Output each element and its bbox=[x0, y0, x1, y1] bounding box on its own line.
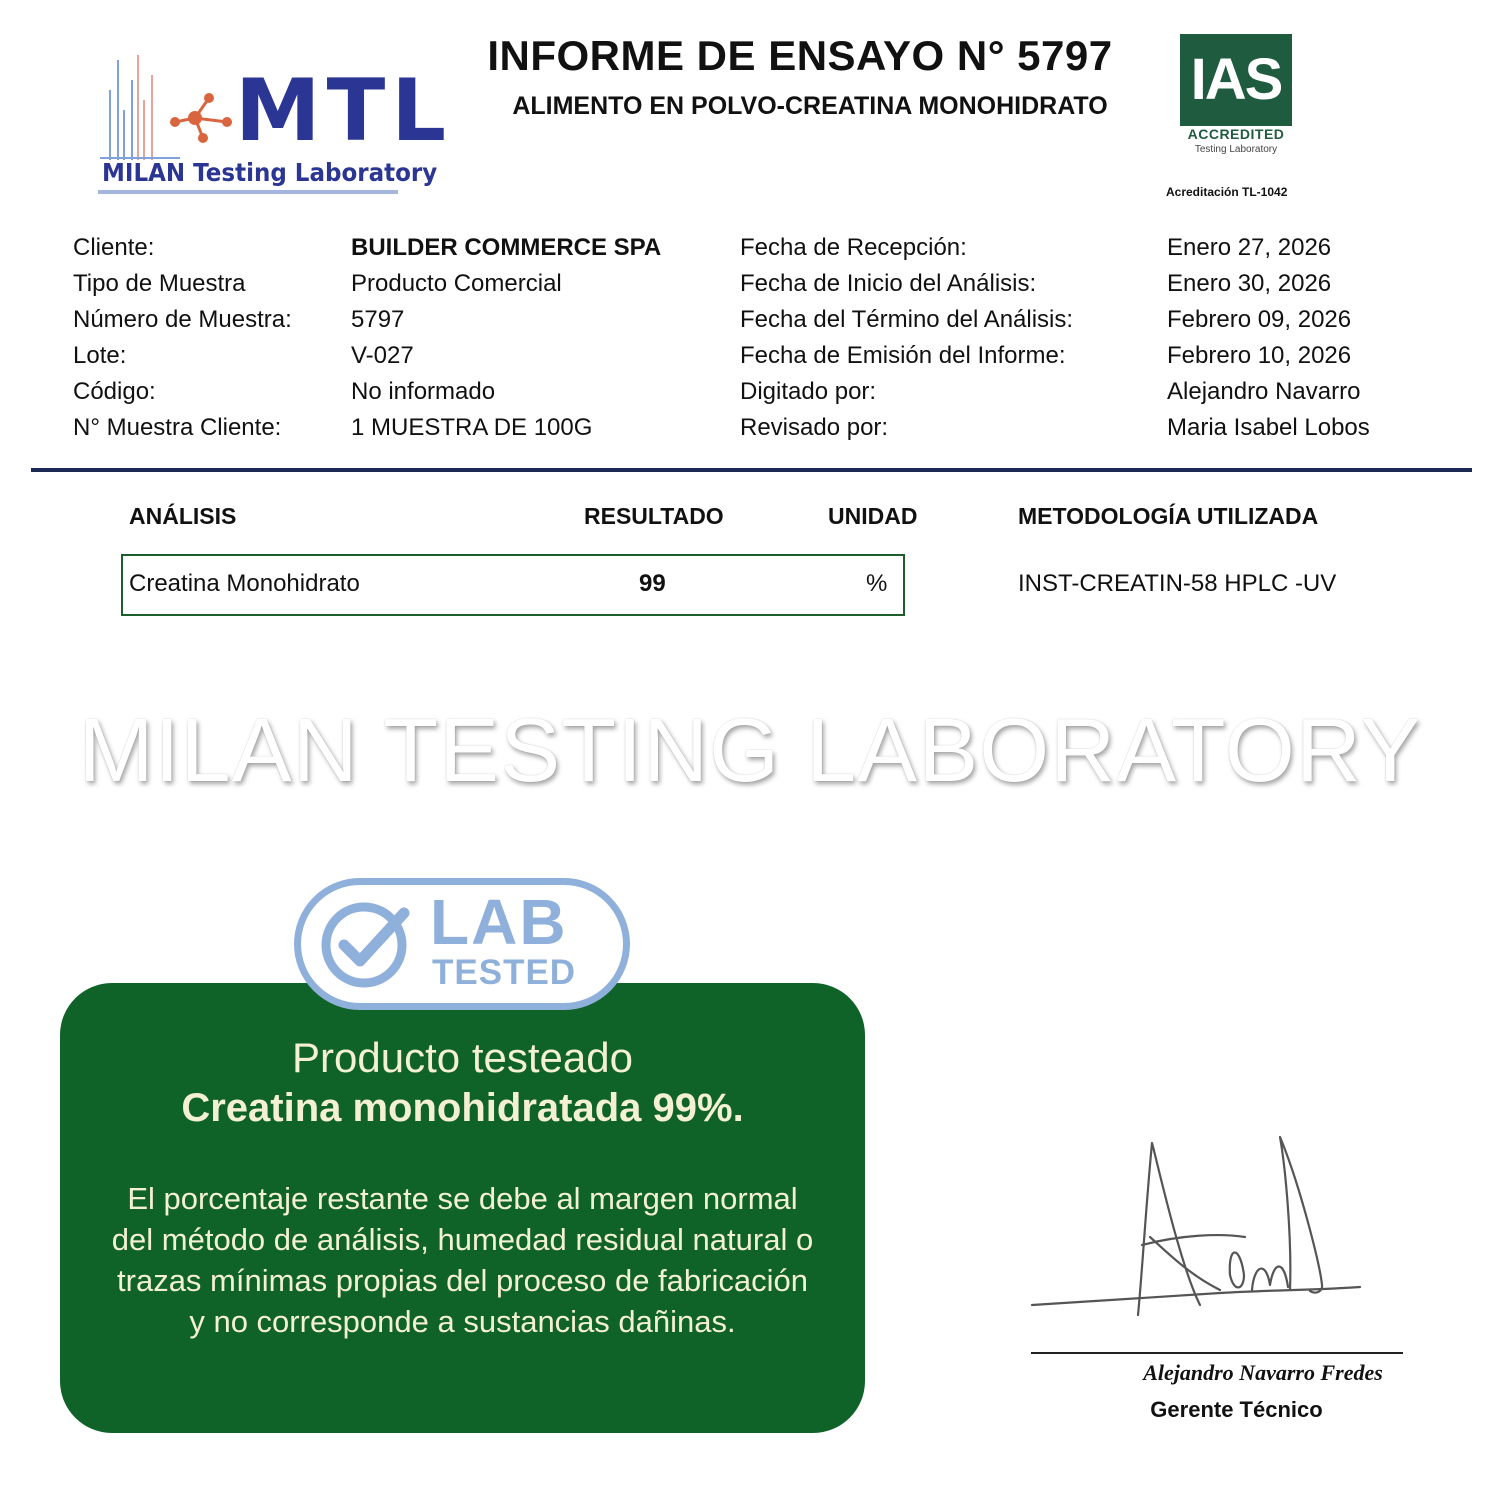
section-divider bbox=[31, 468, 1472, 472]
table-header-result: RESULTADO bbox=[584, 503, 724, 529]
info-value: Alejandro Navarro bbox=[1167, 378, 1361, 405]
info-value: Febrero 09, 2026 bbox=[1167, 306, 1352, 333]
info-left-labels bbox=[73, 230, 292, 446]
ias-testing-label: Testing Laboratory bbox=[1194, 144, 1278, 155]
info-label: Código: bbox=[73, 378, 156, 405]
info-right-values bbox=[1167, 230, 1370, 446]
info-value: No informado bbox=[351, 378, 496, 405]
info-label: N° Muestra Cliente: bbox=[73, 414, 282, 441]
ias-accredited-label: ACCREDITED bbox=[1187, 126, 1285, 142]
check-circle-icon bbox=[318, 895, 414, 991]
analysis-method: INST-CREATIN-58 HPLC -UV bbox=[1018, 570, 1337, 597]
badge-tested-text: TESTED bbox=[432, 953, 577, 992]
report-title: INFORME DE ENSAYO N° 5797 bbox=[487, 32, 1113, 79]
info-value: 1 MUESTRA DE 100G bbox=[351, 414, 593, 441]
ias-logo: IAS bbox=[1180, 34, 1292, 126]
handwritten-signature bbox=[1030, 1125, 1420, 1335]
info-label: Revisado por: bbox=[740, 414, 889, 441]
info-label: Fecha de Emisión del Informe: bbox=[740, 342, 1066, 369]
info-value: V-027 bbox=[351, 342, 414, 369]
info-value: Enero 30, 2026 bbox=[1167, 270, 1332, 297]
table-header-analysis: ANÁLISIS bbox=[129, 503, 237, 529]
info-value: 5797 bbox=[351, 306, 405, 333]
badge-lab-text: LAB bbox=[430, 886, 568, 958]
info-label: Lote: bbox=[73, 342, 127, 369]
info-label: Número de Muestra: bbox=[73, 306, 292, 333]
signature-line bbox=[1031, 1352, 1403, 1354]
table-header-unit: UNIDAD bbox=[828, 503, 918, 529]
info-value: Producto Comercial bbox=[351, 270, 562, 297]
card-highlight: Creatina monohidratada 99%. bbox=[181, 1086, 744, 1130]
card-body-text: El porcentaje restante se debe al margen normal del método de análisis, humedad residual natural o trazas mínimas propias del proceso de fabricación y no corresponde a sustancias dañinas. bbox=[111, 1181, 814, 1339]
table-header-method: METODOLOGÍA UTILIZADA bbox=[1018, 503, 1319, 529]
card-heading: Producto testeado bbox=[292, 1034, 633, 1081]
info-left-values bbox=[351, 230, 661, 446]
info-value: Febrero 10, 2026 bbox=[1167, 342, 1352, 369]
info-label: Fecha de Inicio del Análisis: bbox=[740, 270, 1037, 297]
signatory-name: Alejandro Navarro Fredes bbox=[1143, 1360, 1383, 1385]
analysis-name: Creatina Monohidrato bbox=[129, 570, 360, 597]
client-name: BUILDER COMMERCE SPA bbox=[351, 234, 662, 261]
logo-underline bbox=[98, 190, 398, 194]
info-label: Cliente: bbox=[73, 234, 155, 261]
analysis-result: 99 bbox=[639, 570, 666, 597]
info-label: Fecha de Recepción: bbox=[740, 234, 967, 261]
info-value: Maria Isabel Lobos bbox=[1167, 414, 1370, 441]
mtl-logo-text: MTL bbox=[235, 61, 453, 161]
signatory-role: Gerente Técnico bbox=[1150, 1397, 1323, 1422]
info-label: Digitado por: bbox=[740, 378, 877, 405]
mtl-logo-subtitle: MILAN Testing Laboratory bbox=[102, 158, 438, 187]
info-label: Tipo de Muestra bbox=[73, 270, 246, 297]
analysis-unit: % bbox=[866, 570, 888, 597]
info-label: Fecha del Término del Análisis: bbox=[740, 306, 1074, 333]
info-value: Enero 27, 2026 bbox=[1167, 234, 1332, 261]
molecule-icon bbox=[165, 88, 235, 148]
report-subtitle: ALIMENTO EN POLVO-CREATINA MONOHIDRATO bbox=[512, 92, 1108, 120]
info-right-labels bbox=[740, 230, 1073, 446]
accreditation-number: Acreditación TL-1042 bbox=[1166, 185, 1288, 199]
watermark: MILAN TESTING LABORATORY bbox=[78, 701, 1422, 801]
